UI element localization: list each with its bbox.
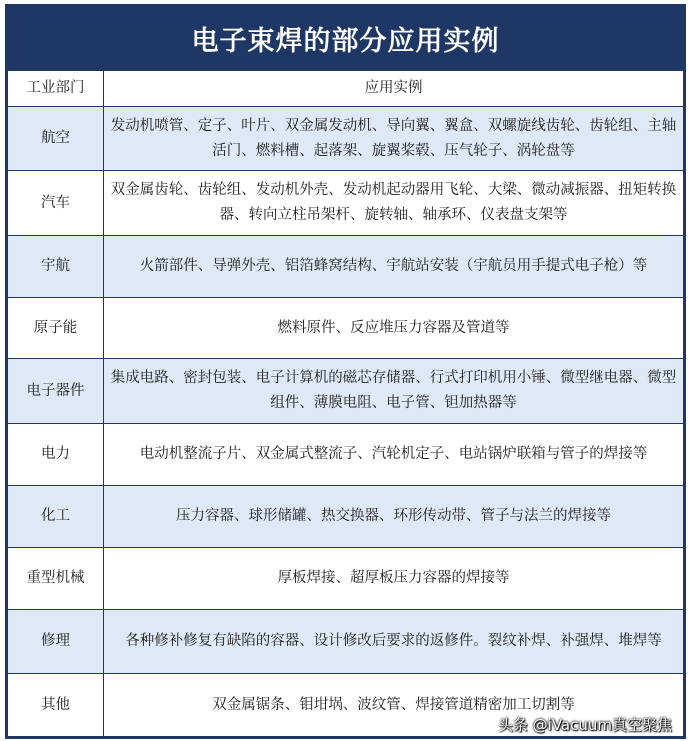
applications-cell: 压力容器、球形储罐、热交换器、环形传动带、管子与法兰的焊接等	[104, 486, 684, 548]
table-row	[8, 486, 684, 548]
applications-cell: 燃料原件、反应堆压力容器及管道等	[104, 298, 684, 359]
applications-cell: 发动机喷管、定子、叶片、双金属发动机、导向翼、翼盒、双螺旋线齿轮、齿轮组、主轴活门、燃料槽、起落架、旋翼桨毂、压气轮子、涡轮盘等	[104, 107, 684, 171]
table-row	[8, 107, 684, 171]
applications-cell: 各种修补修复有缺陷的容器、设计修改后要求的返修件。裂纹补焊、补强焊、堆焊等	[104, 610, 684, 674]
sector-cell: 修理	[8, 610, 104, 674]
sector-cell: 重型机械	[8, 548, 104, 610]
table-row	[8, 359, 684, 424]
table-row	[8, 236, 684, 298]
applications-cell: 双金属锯条、钼坩埚、波纹管、焊接管道精密加工切割等	[104, 674, 684, 737]
sector-cell: 航空	[8, 107, 104, 171]
table-header-row	[8, 71, 684, 107]
source-watermark	[498, 714, 672, 735]
applications-cell: 双金属齿轮、齿轮组、发动机外壳、发动机起动器用飞轮、大梁、微动减振器、扭矩转换器、转向立柱吊架杆、旋转轴、轴承环、仪表盘支架等	[104, 171, 684, 236]
applications-cell: 电动机整流子片、双金属式整流子、汽轮机定子、电站锅炉联箱与管子的焊接等	[104, 424, 684, 486]
sector-cell: 电子器件	[8, 359, 104, 424]
column-header-applications: 应用实例	[104, 71, 684, 107]
applications-cell: 集成电路、密封包装、电子计算机的磁芯存储器、行式打印机用小锤、微型继电器、微型组件、薄膜电阻、电子管、钽加热器等	[104, 359, 684, 424]
table-row	[8, 298, 684, 359]
sector-cell: 化工	[8, 486, 104, 548]
watermark-text: 头条 @iVacuum真空聚焦	[497, 716, 672, 734]
sector-cell: 汽车	[8, 171, 104, 236]
table-row	[8, 548, 684, 610]
table-row	[8, 610, 684, 674]
table-row	[8, 171, 684, 236]
application-table-card	[5, 4, 686, 739]
application-table	[7, 70, 684, 737]
sector-cell: 其他	[8, 674, 104, 737]
column-header-sector: 工业部门	[8, 71, 104, 107]
sector-cell: 电力	[8, 424, 104, 486]
sector-cell: 宇航	[8, 236, 104, 298]
applications-cell: 厚板焊接、超厚板压力容器的焊接等	[104, 548, 684, 610]
sector-cell: 原子能	[8, 298, 104, 359]
table-title: 电子束焊的部分应用实例	[7, 6, 684, 70]
applications-cell: 火箭部件、导弹外壳、铝箔蜂窝结构、宇航站安装（宇航员用手提式电子枪）等	[104, 236, 684, 298]
table-row	[8, 424, 684, 486]
